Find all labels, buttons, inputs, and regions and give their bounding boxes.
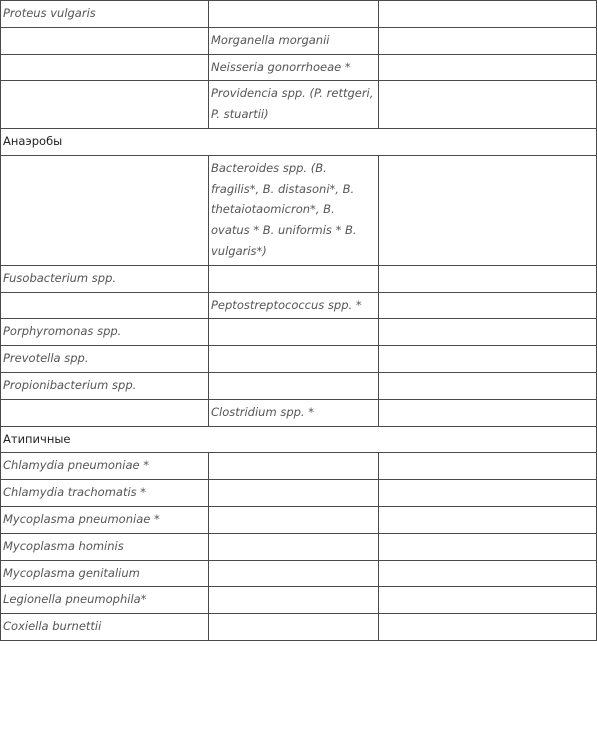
table-cell <box>379 155 597 265</box>
table-cell <box>1 81 209 129</box>
table-cell <box>209 614 379 641</box>
table-cell: Bacteroides spp. (B. fragilis*, B. distasoni*, B. thetaiotaomicron*, B. ovatus * B. uniformis * B. vulgaris*) <box>209 155 379 265</box>
table-row <box>1 372 597 399</box>
table-cell <box>209 587 379 614</box>
table-cell <box>379 480 597 507</box>
section-header-row <box>1 128 597 155</box>
table-cell <box>379 1 597 28</box>
table-cell: Fusobacterium spp. <box>1 265 209 292</box>
table-cell <box>379 587 597 614</box>
table-cell <box>379 292 597 319</box>
table-cell <box>209 319 379 346</box>
table-cell <box>379 27 597 54</box>
table-cell <box>379 614 597 641</box>
table-row <box>1 587 597 614</box>
table-cell: Prevotella spp. <box>1 346 209 373</box>
table-cell <box>209 560 379 587</box>
table-row <box>1 319 597 346</box>
table-cell <box>209 480 379 507</box>
table-row <box>1 399 597 426</box>
table-cell <box>209 533 379 560</box>
table-row <box>1 1 597 28</box>
table-cell <box>1 155 209 265</box>
table-cell <box>209 346 379 373</box>
table-cell <box>1 54 209 81</box>
section-header: Анаэробы <box>1 128 597 155</box>
table-row <box>1 346 597 373</box>
table-cell <box>1 399 209 426</box>
table-cell: Providencia spp. (P. rettgeri, P. stuartii) <box>209 81 379 129</box>
table-cell <box>1 292 209 319</box>
table-cell <box>379 506 597 533</box>
table-cell: Proteus vulgaris <box>1 1 209 28</box>
table-row <box>1 480 597 507</box>
table-row <box>1 265 597 292</box>
table-cell: Chlamydia pneumoniae * <box>1 453 209 480</box>
table-row <box>1 614 597 641</box>
table-cell <box>379 319 597 346</box>
table-cell: Mycoplasma genitalium <box>1 560 209 587</box>
table-cell <box>379 346 597 373</box>
table-row <box>1 155 597 265</box>
table-cell <box>209 1 379 28</box>
table-cell <box>379 372 597 399</box>
table-row <box>1 453 597 480</box>
table-row <box>1 81 597 129</box>
table-cell: Chlamydia trachomatis * <box>1 480 209 507</box>
table-cell: Clostridium spp. * <box>209 399 379 426</box>
table-cell <box>379 81 597 129</box>
organism-table-body <box>1 1 597 641</box>
section-header: Атипичные <box>1 426 597 453</box>
table-cell <box>379 265 597 292</box>
table-row <box>1 506 597 533</box>
table-cell: Peptostreptococcus spp. * <box>209 292 379 319</box>
table-cell <box>379 399 597 426</box>
table-cell <box>379 453 597 480</box>
table-cell <box>379 54 597 81</box>
table-cell <box>1 27 209 54</box>
table-cell: Mycoplasma hominis <box>1 533 209 560</box>
table-row <box>1 560 597 587</box>
table-cell <box>209 453 379 480</box>
table-cell <box>209 265 379 292</box>
table-cell: Legionella pneumophila* <box>1 587 209 614</box>
table-cell <box>209 506 379 533</box>
table-cell: Porphyromonas spp. <box>1 319 209 346</box>
table-row <box>1 533 597 560</box>
table-row <box>1 27 597 54</box>
section-header-row <box>1 426 597 453</box>
table-row <box>1 292 597 319</box>
table-cell: Coxiella burnettii <box>1 614 209 641</box>
table-cell: Neisseria gonorrhoeae * <box>209 54 379 81</box>
table-row <box>1 54 597 81</box>
table-cell: Morganella morganii <box>209 27 379 54</box>
table-cell <box>209 372 379 399</box>
table-cell: Propionibacterium spp. <box>1 372 209 399</box>
table-cell <box>379 560 597 587</box>
table-cell: Mycoplasma pneumoniae * <box>1 506 209 533</box>
table-cell <box>379 533 597 560</box>
